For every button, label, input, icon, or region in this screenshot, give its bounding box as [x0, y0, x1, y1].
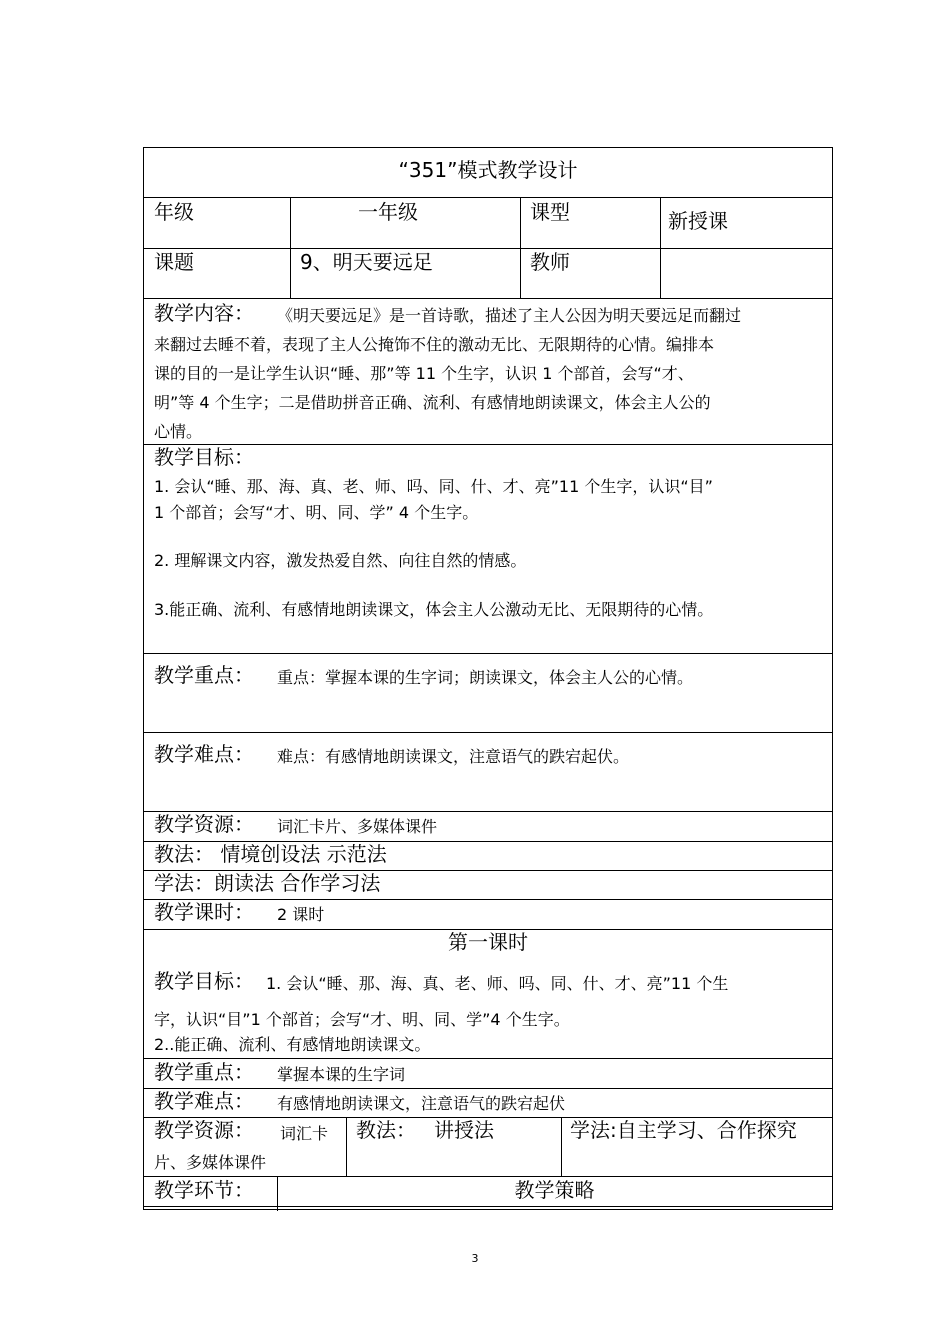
lesson-method-label: 教法： — [356, 1118, 416, 1142]
goal-item: 2. 理解课文内容，激发热爱自然、向往自然的情感。 — [154, 551, 527, 570]
content-line: 明”等 4 个生字；二是借助拼音正确、流利、有感情地朗读课文，体会主人公的 — [154, 393, 711, 412]
content-line: 心情。 — [154, 422, 203, 441]
content-line: 《明天要远足》是一首诗歌，描述了主人公因为明天要远足而翻过 — [277, 306, 742, 325]
hours-text: 2 课时 — [277, 905, 325, 924]
key-points-label: 教学重点： — [154, 663, 254, 687]
row-divider — [144, 1058, 832, 1059]
strategy-label: 教学策略 — [514, 1178, 595, 1202]
topic-label: 课题 — [154, 250, 194, 274]
resources-text: 词汇卡片、多媒体课件 — [277, 817, 438, 836]
lesson-goal-line: 字，认识“目”1 个部首；会写“才、明、同、学”4 个生字。 — [154, 1010, 570, 1029]
row-divider — [144, 653, 832, 654]
content-line: 课的目的一是让学生认识“睡、那”等 11 个生字，认识 1 个部首，会写“才、 — [154, 364, 694, 383]
content-label: 教学内容： — [154, 301, 254, 325]
document-title: “351”模式教学设计 — [398, 158, 578, 182]
grade-value: 一年级 — [358, 200, 418, 224]
row-divider — [144, 298, 832, 299]
page-number: 3 — [471, 1252, 479, 1265]
col-divider — [346, 1117, 347, 1176]
lesson-method-text: 讲授法 — [434, 1118, 494, 1142]
difficulties-text: 难点：有感情地朗读课文，注意语气的跌宕起伏。 — [277, 747, 630, 766]
goal-item: 1 个部首；会写“才、明、同、学” 4 个生字。 — [154, 503, 479, 522]
hours-label: 教学课时： — [154, 900, 254, 924]
type-value: 新授课 — [668, 209, 728, 233]
lesson-key-label: 教学重点： — [154, 1060, 254, 1084]
resources-label: 教学资源： — [154, 812, 254, 836]
row-divider — [144, 1206, 832, 1207]
row-divider — [144, 732, 832, 733]
content-line: 来翻过去睡不着，表现了主人公掩饰不住的激动无比、无限期待的心情。编排本 — [154, 335, 715, 354]
col-divider — [520, 197, 521, 298]
lesson-goals-label: 教学目标： — [154, 969, 254, 993]
type-label: 课型 — [530, 200, 570, 224]
row-divider — [144, 197, 832, 198]
topic-value: 9、明天要远足 — [300, 250, 433, 274]
lesson-res-text: 片、多媒体课件 — [154, 1153, 267, 1172]
goals-label: 教学目标： — [154, 445, 254, 469]
learning-method: 学法：朗读法 合作学习法 — [154, 871, 381, 895]
lesson-goal-line: 1. 会认“睡、那、海、真、老、师、吗、同、什、才、亮”11 个生 — [266, 974, 729, 993]
col-divider — [290, 197, 291, 298]
stage-label: 教学环节： — [154, 1178, 254, 1202]
lesson-res-text: 词汇卡 — [280, 1124, 329, 1143]
lesson-diff-label: 教学难点： — [154, 1089, 254, 1113]
teacher-label: 教师 — [530, 250, 570, 274]
row-divider — [144, 1176, 832, 1177]
key-points-text: 重点：掌握本课的生字词；朗读课文，体会主人公的心情。 — [277, 668, 694, 687]
lesson-diff-text: 有感情地朗读课文，注意语气的跌宕起伏 — [277, 1094, 566, 1113]
row-divider — [144, 248, 832, 249]
lesson-learn-text: 学法:自主学习、合作探究 — [570, 1118, 797, 1142]
lesson-plan-table — [143, 147, 833, 1210]
goal-item: 3.能正确、流利、有感情地朗读课文，体会主人公激动无比、无限期待的心情。 — [154, 600, 714, 619]
goal-item: 1. 会认“睡、那、海、真、老、师、吗、同、什、才、亮”11 个生字，认识“目” — [154, 477, 713, 496]
grade-label: 年级 — [154, 200, 194, 224]
teaching-method: 教法： 情境创设法 示范法 — [154, 842, 387, 866]
difficulties-label: 教学难点： — [154, 742, 254, 766]
lesson-key-text: 掌握本课的生字词 — [277, 1065, 406, 1084]
lesson-res-label: 教学资源： — [154, 1118, 254, 1142]
lesson-goal-line: 2..能正确、流利、有感情地朗读课文。 — [154, 1035, 431, 1054]
first-lesson-heading: 第一课时 — [448, 930, 528, 954]
col-divider — [660, 197, 661, 298]
col-divider — [561, 1117, 562, 1176]
